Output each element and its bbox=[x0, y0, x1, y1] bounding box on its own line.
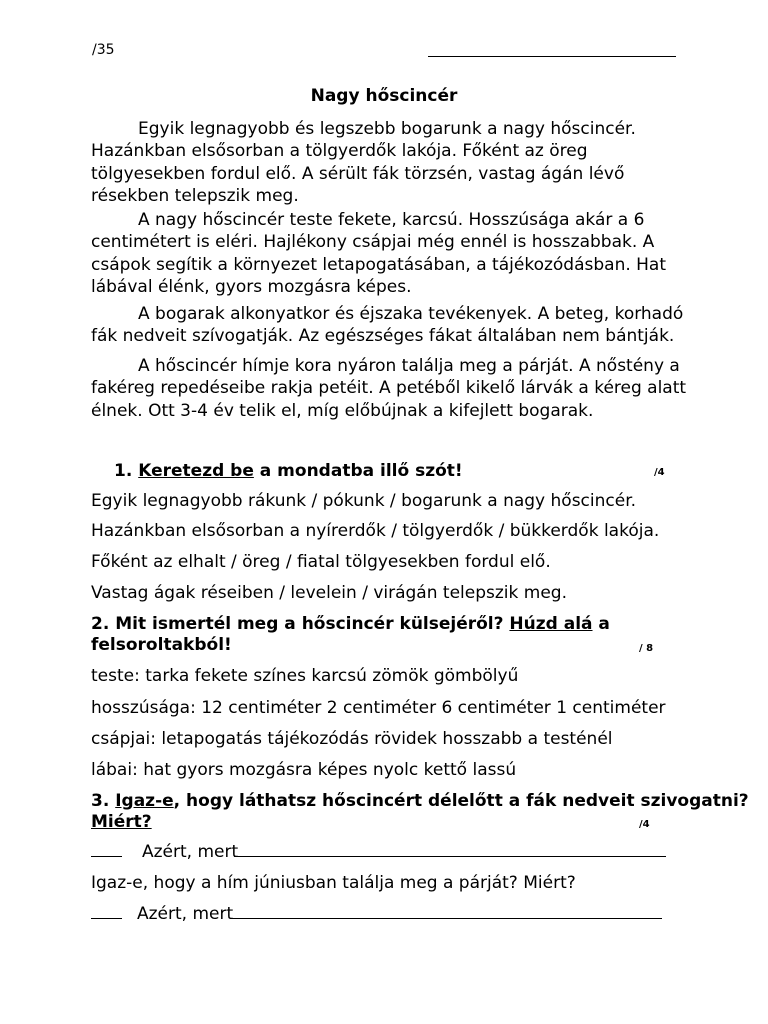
paragraph-text: A bogarak alkonyatkor és éjszaka tevékenyek. A beteg, korhadó fák nedveit szívogatják. Az egészséges fákat általában nem bántják. bbox=[91, 304, 684, 347]
task1-score: /4 bbox=[654, 467, 665, 478]
task3-score: /4 bbox=[639, 819, 650, 830]
task2-option-line[interactable]: teste: tarka fekete színes karcsú zömök gömbölyű bbox=[91, 666, 519, 686]
text-paragraph bbox=[91, 118, 691, 208]
task1-instruction-underlined: Keretezd be bbox=[138, 461, 254, 481]
task1-sentence[interactable]: Vastag ágak réseiben / levelein / virágán telepszik meg. bbox=[91, 583, 567, 603]
task3-why: Miért? bbox=[91, 812, 152, 832]
task2-score: / 8 bbox=[639, 643, 654, 654]
task1-sentence[interactable]: Főként az elhalt / öreg / fiatal tölgyesekben fordul elő. bbox=[91, 552, 551, 572]
task3-instruction-underlined: Igaz-e bbox=[115, 791, 174, 811]
task3-heading bbox=[91, 791, 749, 812]
text-paragraph bbox=[91, 355, 691, 422]
task2-instruction-end: a bbox=[592, 614, 610, 634]
text-paragraph bbox=[91, 303, 691, 348]
task3-question2: Igaz-e, hogy a hím júniusban találja meg a párját? Miért? bbox=[91, 873, 576, 893]
name-field-blank[interactable] bbox=[428, 42, 676, 57]
task1-sentence[interactable]: Hazánkban elsősorban a nyírerdők / tölgyerdők / bükkerdők lakója. bbox=[91, 521, 660, 541]
task2-heading bbox=[91, 614, 610, 635]
answer-blank[interactable] bbox=[230, 904, 662, 919]
task3-instruction: , hogy láthatsz hőscincért délelőtt a fák nedveit szivogatni? bbox=[173, 791, 749, 811]
paragraph-text: Egyik legnagyobb és legszebb bogarunk a nagy hőscincér. Hazánkban elsősorban a tölgyerdők lakója. Főként az öreg tölgyesekben fordul elő. A sérült fák törzsén, vastag ágán lévő résekben telepszik meg. bbox=[91, 119, 636, 207]
task2-option-line[interactable]: csápjai: letapogatás tájékozódás rövidek hosszabb a testénél bbox=[91, 729, 613, 749]
answer-row bbox=[91, 842, 681, 863]
text-paragraph bbox=[91, 209, 691, 299]
task2-option-line[interactable]: hosszúsága: 12 centiméter 2 centiméter 6 centiméter 1 centiméter bbox=[91, 698, 666, 718]
task2-instruction: 2. Mit ismertél meg a hőscincér külsejéről? bbox=[91, 614, 510, 634]
answer-label: Azért, mert bbox=[137, 904, 234, 924]
answer-blank[interactable] bbox=[234, 842, 666, 857]
page-score: /35 bbox=[92, 42, 115, 58]
page-title: Nagy hőscincér bbox=[310, 86, 458, 106]
task2-option-line[interactable]: lábai: hat gyors mozgásra képes nyolc kettő lassú bbox=[91, 760, 517, 780]
task2-instruction-underlined: Húzd alá bbox=[509, 614, 593, 634]
task2-heading-line2: felsoroltakból! bbox=[91, 635, 232, 655]
paragraph-text: A hőscincér hímje kora nyáron találja meg a párját. A nőstény a fakéreg repedéseibe rakja petéit. A petéből kikelő lárvák a kéreg alatt élnek. Ott 3-4 év telik el, míg előbújnak a kifejlett bogarak. bbox=[91, 356, 687, 421]
answer-row bbox=[91, 904, 681, 925]
task1-number: 1. bbox=[114, 461, 133, 481]
task1-sentence[interactable]: Egyik legnagyobb rákunk / pókunk / bogarunk a nagy hőscincér. bbox=[91, 491, 637, 511]
paragraph-text: A nagy hőscincér teste fekete, karcsú. Hosszúsága akár a 6 centimétert is eléri. Hajlékony csápjai még ennél is hosszabbak. A csápok segítik a környezet letapogatásában, a tájékozódásban. Hat lábával élénk, gyors mozgásra képes. bbox=[91, 210, 667, 298]
answer-label: Azért, mert bbox=[142, 842, 239, 862]
true-false-blank[interactable] bbox=[91, 842, 122, 857]
task3-number: 3. bbox=[91, 791, 116, 811]
task1-instruction: a mondatba illő szót! bbox=[253, 461, 463, 481]
task1-heading bbox=[114, 461, 463, 482]
true-false-blank[interactable] bbox=[91, 904, 122, 919]
